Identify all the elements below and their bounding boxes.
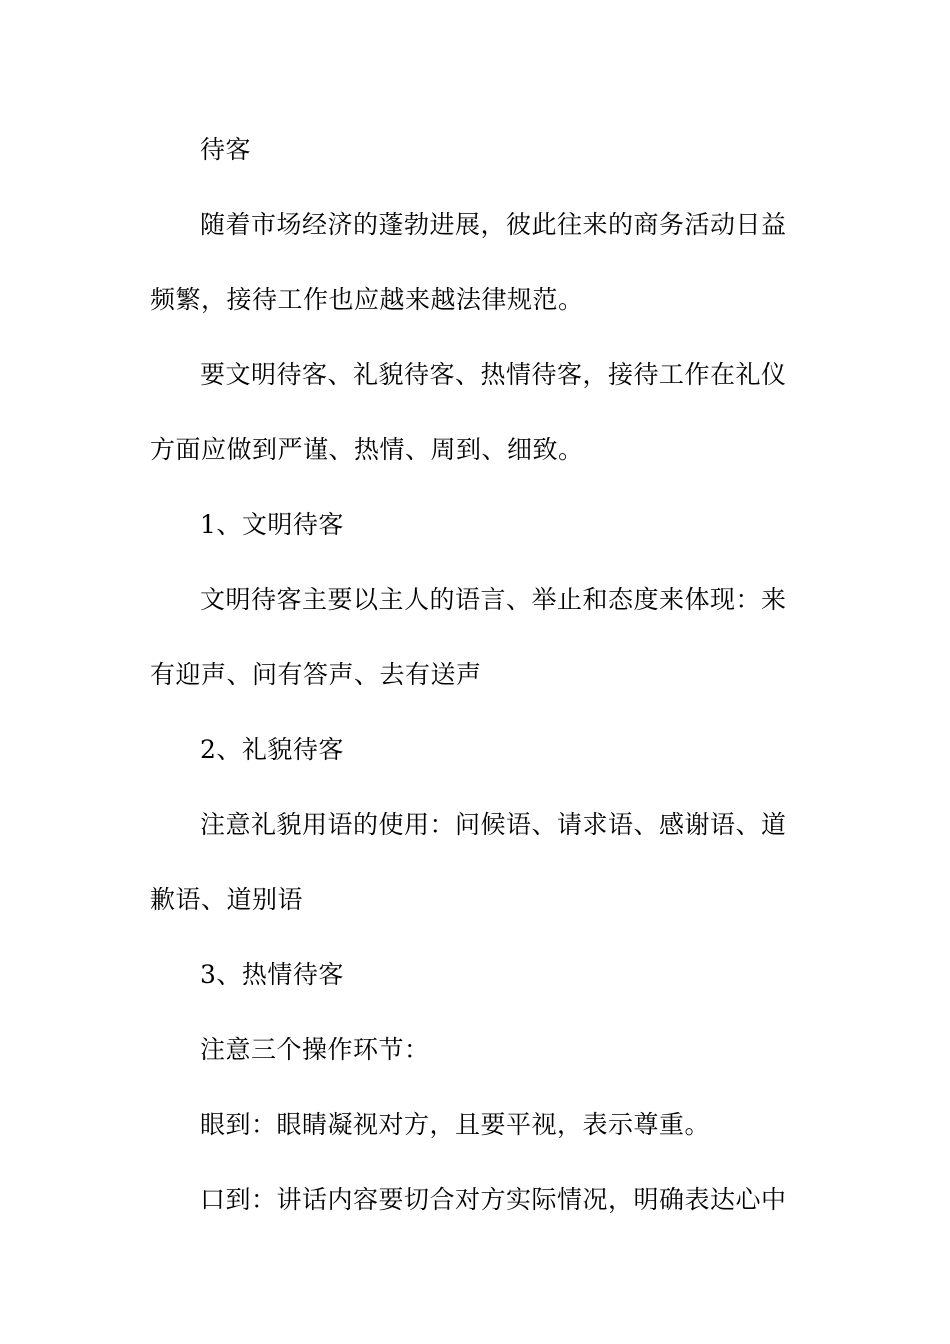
document-body [150, 112, 790, 1237]
paragraph-three-steps: 注意三个操作环节： [200, 1035, 430, 1064]
heading-civil-reception: 1、文明待客 [200, 510, 344, 539]
paragraph-intro: 随着市场经济的蓬勃进展，彼此往来的商务活动日益频繁，接待工作也应越来越法律规范。 [150, 210, 787, 314]
paragraph-mouth: 口到：讲话内容要切合对方实际情况，明确表达心中 [200, 1185, 787, 1214]
heading-polite-reception: 2、礼貌待客 [200, 735, 344, 764]
section-title: 待客 [200, 135, 252, 164]
paragraph-polite-reception: 注意礼貌用语的使用：问候语、请求语、感谢语、道歉语、道别语 [150, 810, 787, 914]
paragraph-requirements: 要文明待客、礼貌待客、热情待客，接待工作在礼仪方面应做到严谨、热情、周到、细致。 [150, 360, 787, 464]
heading-warm-reception: 3、热情待客 [200, 960, 344, 989]
paragraph-civil-reception: 文明待客主要以主人的语言、举止和态度来体现：来有迎声、问有答声、去有送声 [150, 585, 787, 689]
paragraph-eyes: 眼到：眼睛凝视对方，且要平视，表示尊重。 [200, 1110, 711, 1139]
